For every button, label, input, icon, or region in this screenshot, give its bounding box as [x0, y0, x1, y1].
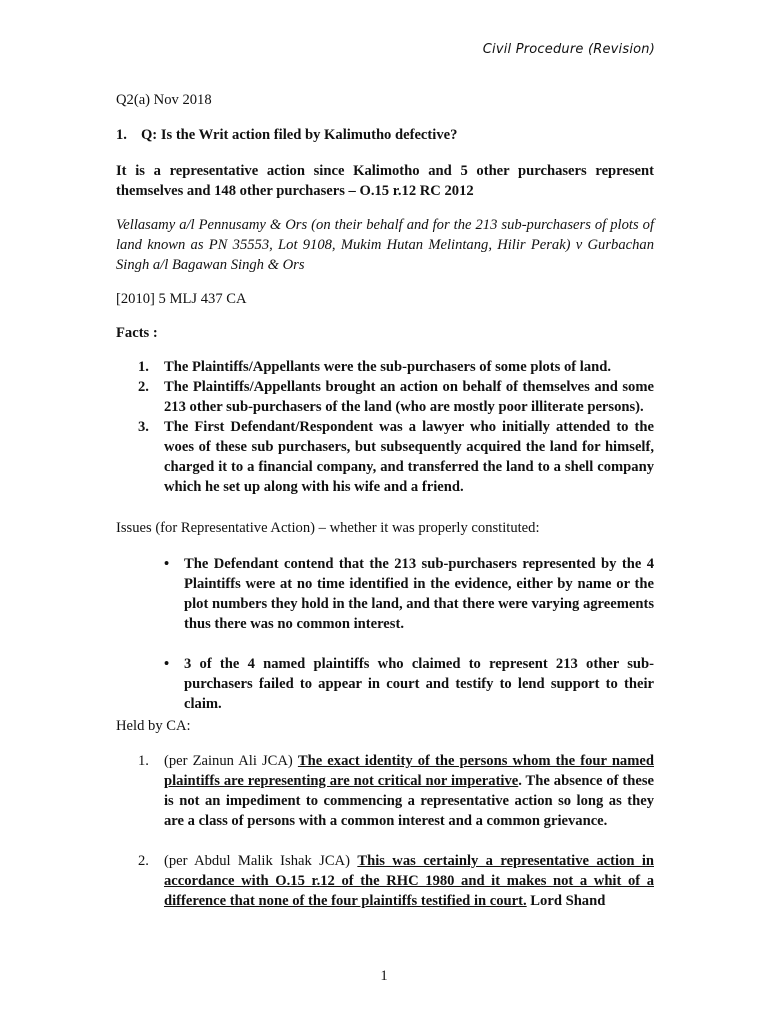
- held-item-text: . The absence of these is not an impediment to commencing a representative action so long as they are a class of persons with a common interest and a common grievance.: [164, 773, 654, 829]
- held-list: [138, 751, 654, 911]
- question-text: Q: Is the Writ action filed by Kalimutho defective?: [140, 127, 458, 143]
- facts-item-number: 1.: [138, 359, 149, 375]
- facts-item: [138, 417, 654, 497]
- held-item-number: 2.: [138, 853, 149, 869]
- page-number: 1: [380, 968, 388, 984]
- question-number: 1.: [116, 127, 127, 143]
- facts-item-number: 2.: [138, 379, 149, 395]
- issues-label: Issues (for Representative Action) – whether it was properly constituted:: [116, 520, 540, 536]
- issues-list: [164, 554, 654, 714]
- bullet-icon: •: [164, 656, 170, 672]
- issues-item: [164, 554, 654, 634]
- facts-list: [138, 357, 654, 497]
- held-item-emphasis: The exact identity of the persons whom the four named plaintiffs are representing are not critical nor imperative: [164, 753, 654, 789]
- held-label: Held by CA:: [116, 718, 191, 734]
- facts-item: [138, 357, 654, 377]
- page-header: Civil Procedure (Revision): [482, 42, 655, 57]
- issues-item: [164, 654, 654, 714]
- held-item-prefix: (per Zainun Ali JCA): [164, 753, 298, 769]
- case-citation: [2010] 5 MLJ 437 CA: [116, 291, 247, 307]
- issues-item-text: The Defendant contend that the 213 sub-purchasers represented by the 4 Plaintiffs were at no time identified in the evidence, either by name or the plot numbers they hold in the land, and that there were varying agreements thus there was no common interest.: [184, 556, 654, 632]
- intro-paragraph: It is a representative action since Kalimotho and 5 other purchasers represent themselves and 148 other purchasers – O.15 r.12 RC 2012: [116, 163, 654, 199]
- question-reference: Q2(a) Nov 2018: [116, 92, 212, 108]
- facts-item-text: The First Defendant/Respondent was a lawyer who initially attended to the woes of these sub purchasers, but subsequently acquired the land for himself, charged it to a financial company, and transferred the land to a shell company which he set up along with his wife and a friend.: [164, 419, 654, 495]
- held-item: [138, 751, 654, 831]
- facts-item-text: The Plaintiffs/Appellants were the sub-purchasers of some plots of land.: [164, 359, 612, 375]
- held-item-prefix: (per Abdul Malik Ishak JCA): [164, 853, 358, 869]
- held-item-text: Lord Shand: [526, 893, 606, 909]
- facts-label: Facts :: [116, 325, 158, 341]
- held-item: [138, 851, 654, 911]
- issues-item-text: 3 of the 4 named plaintiffs who claimed to represent 213 other sub-purchasers failed to appear in court and testify to lend support to their claim.: [184, 656, 654, 712]
- held-item-number: 1.: [138, 753, 149, 769]
- question-1: [116, 125, 654, 145]
- case-name: Vellasamy a/l Pennusamy & Ors (on their behalf and for the 213 sub-purchasers of plots of land known as PN 35553, Lot 9108, Mukim Hutan Melintang, Hilir Perak) v Gurbachan Singh a/l Bagawan Singh & Ors: [116, 217, 654, 273]
- facts-item: [138, 377, 654, 417]
- bullet-icon: •: [164, 556, 170, 572]
- held-item-emphasis: This was certainly a representative action in accordance with O.15 r.12 of the RHC 1980 and it makes not a whit of a difference that none of the four plaintiffs testified in court.: [164, 853, 654, 909]
- facts-item-text: The Plaintiffs/Appellants brought an action on behalf of themselves and some 213 other sub-purchasers of the land (who are mostly poor illiterate persons).: [164, 379, 654, 415]
- facts-item-number: 3.: [138, 419, 149, 435]
